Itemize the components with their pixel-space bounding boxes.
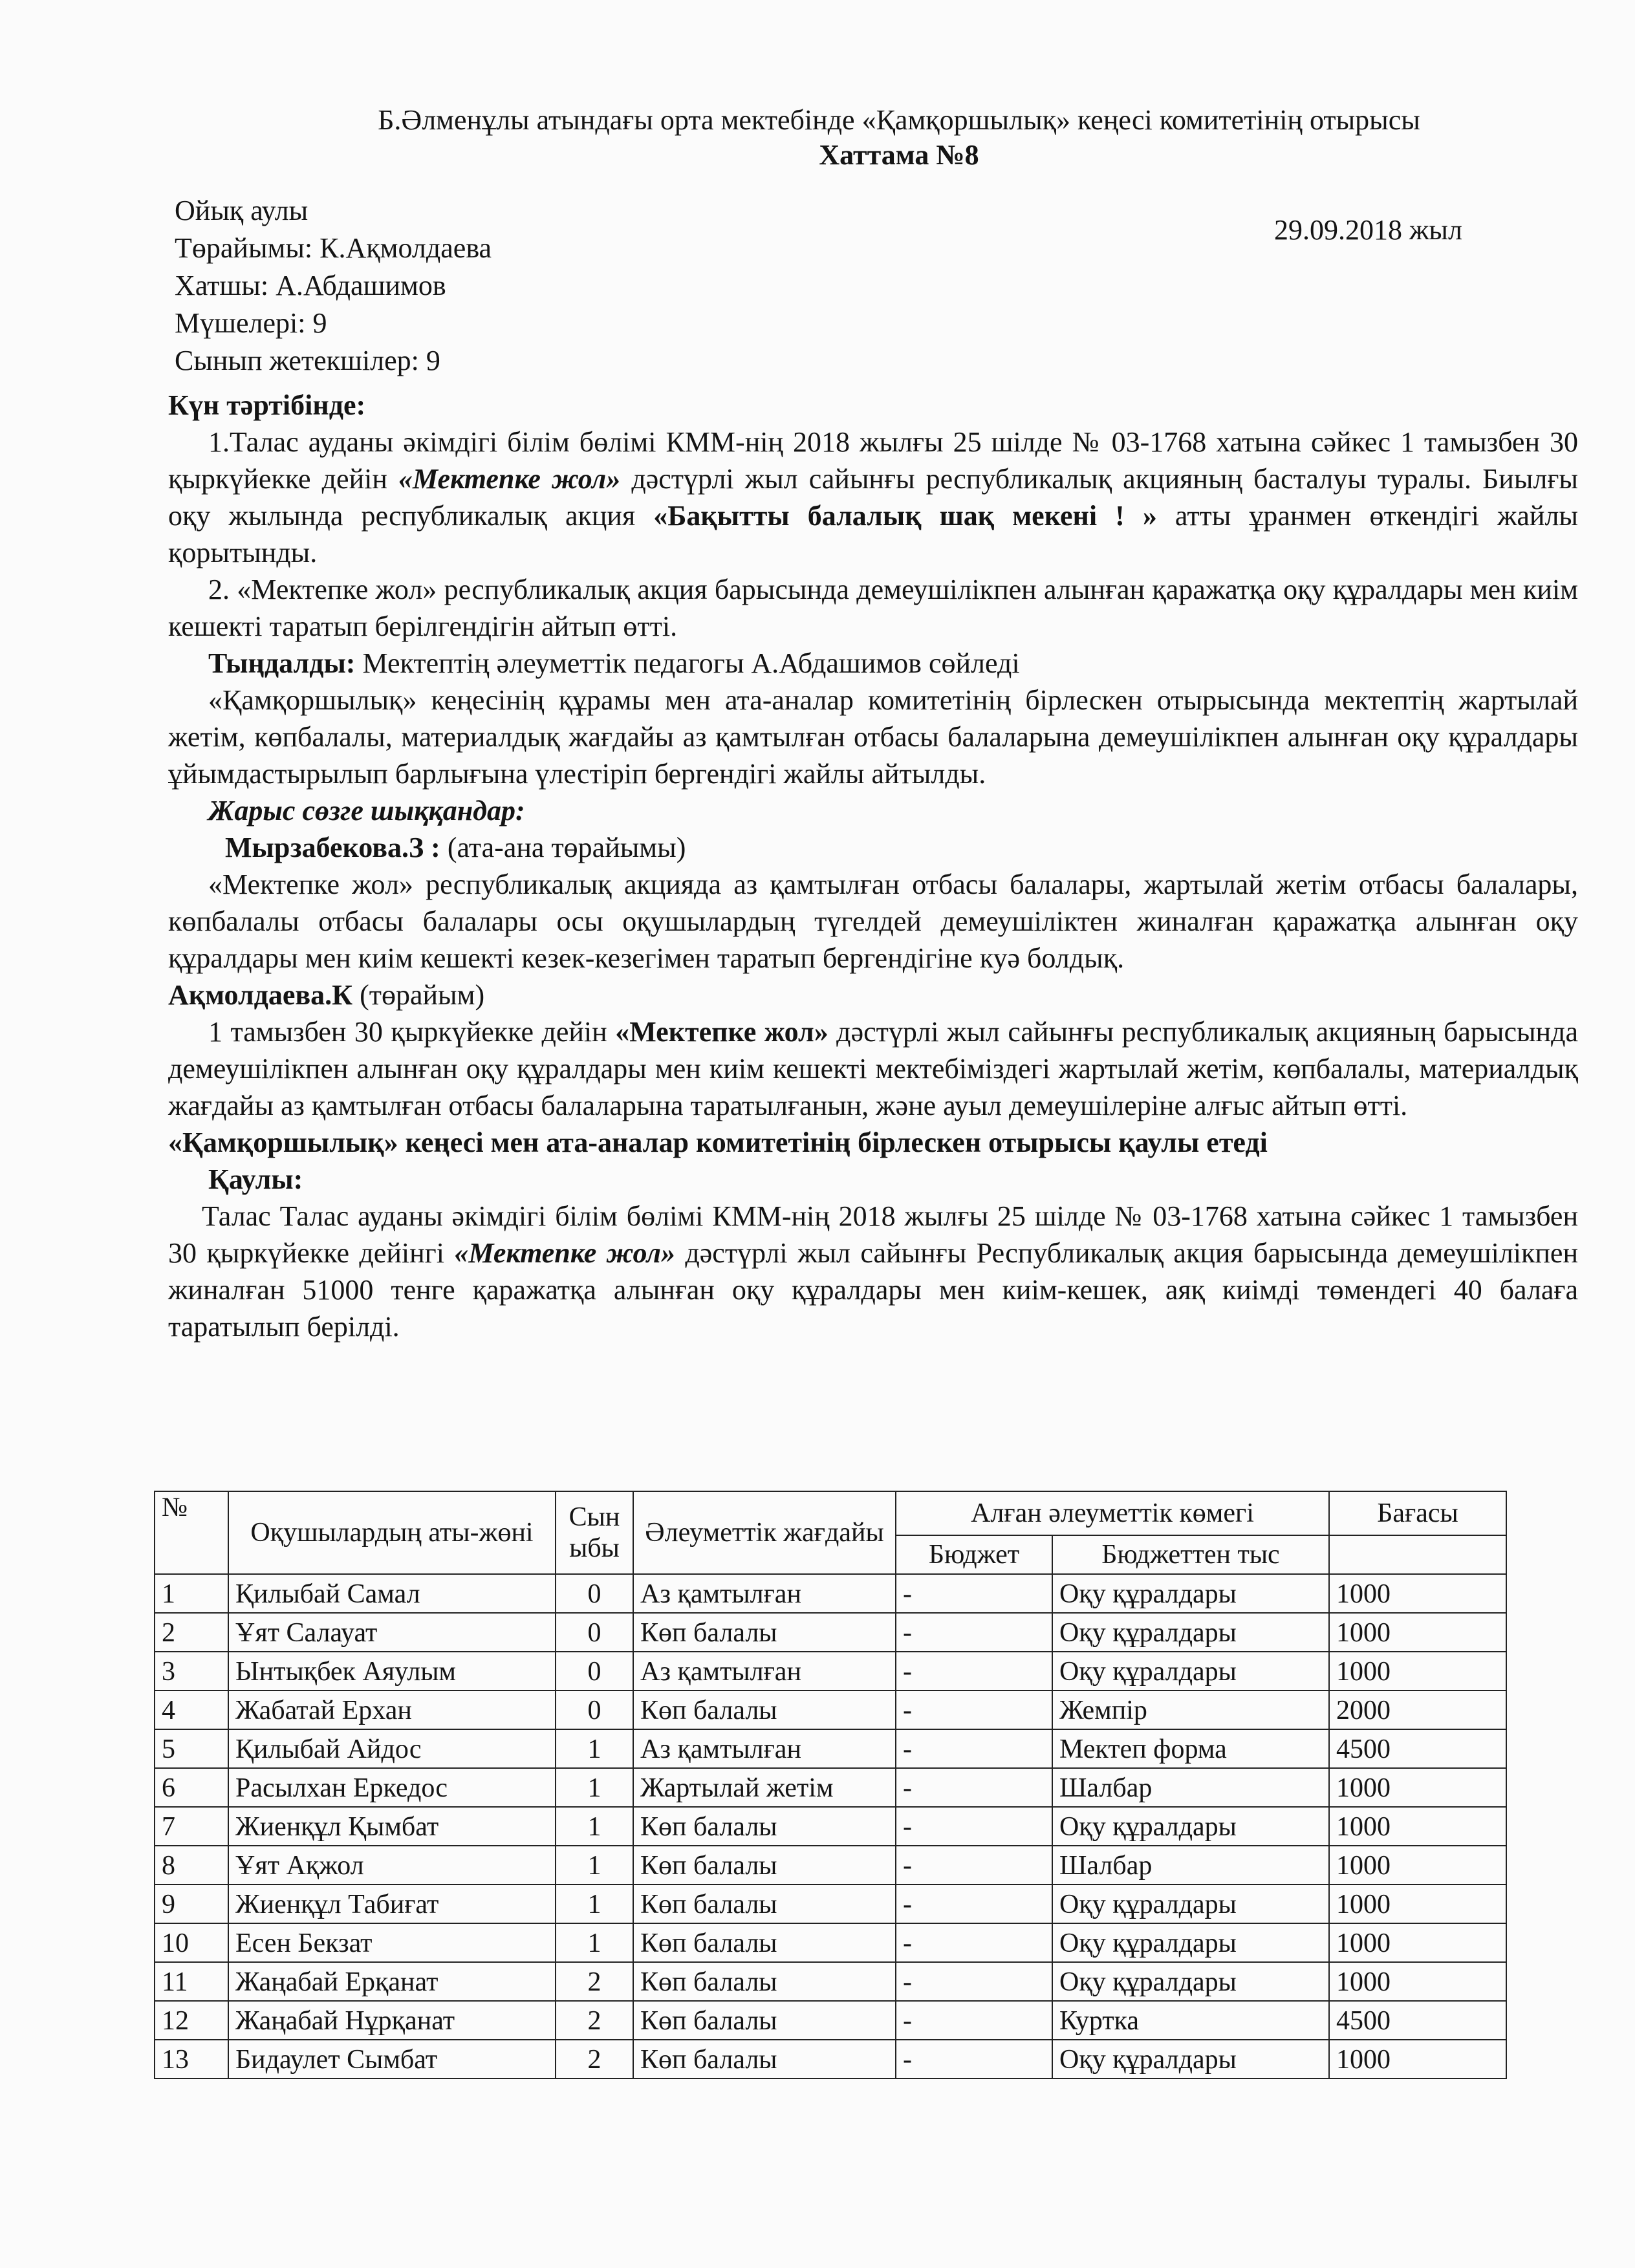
header-price: Бағасы bbox=[1329, 1491, 1506, 1535]
price-cell: 4500 bbox=[1329, 2001, 1506, 2040]
header-price-empty bbox=[1329, 1535, 1506, 1574]
table-row bbox=[155, 1574, 1506, 1613]
speakers-heading: Жарыс сөзге шыққандар: bbox=[208, 795, 525, 826]
price-cell: 1000 bbox=[1329, 1807, 1506, 1846]
speaker-2-line: Ақмолдаева.К (төрайым) bbox=[168, 979, 485, 1011]
social-status: Аз қамтылған bbox=[633, 1652, 896, 1690]
table-row bbox=[155, 1690, 1506, 1729]
class-number: 0 bbox=[556, 1690, 633, 1729]
social-status: Аз қамтылған bbox=[633, 1574, 896, 1613]
social-status: Көп балалы bbox=[633, 1885, 896, 1923]
class-number: 1 bbox=[556, 1807, 633, 1846]
row-number: 13 bbox=[155, 2040, 228, 2079]
class-number: 1 bbox=[556, 1923, 633, 1962]
document-body bbox=[168, 387, 1578, 1345]
class-number: 2 bbox=[556, 2001, 633, 2040]
decision-heading: «Қамқоршылық» кеңесі мен ата-аналар комитетінің бірлескен отырысы қаулы етеді bbox=[168, 1127, 1268, 1158]
extra-budget-item: Оқу құралдары bbox=[1052, 1923, 1329, 1962]
protocol-number: Хаттама №8 bbox=[819, 139, 979, 171]
agenda-heading: Күн тәртібінде: bbox=[168, 389, 366, 421]
price-cell: 1000 bbox=[1329, 1846, 1506, 1885]
student-name: Жабатай Ерхан bbox=[228, 1690, 556, 1729]
student-name: Расылхан Еркедос bbox=[228, 1768, 556, 1807]
price-cell: 1000 bbox=[1329, 1923, 1506, 1962]
extra-budget-item: Оқу құралдары bbox=[1052, 2040, 1329, 2079]
extra-budget-item: Оқу құралдары bbox=[1052, 1885, 1329, 1923]
budget-cell: - bbox=[896, 1962, 1052, 2001]
price-cell: 1000 bbox=[1329, 1613, 1506, 1652]
speaker-1-line: Мырзабекова.З : (ата-ана төрайымы) bbox=[225, 832, 686, 863]
table-row bbox=[155, 1846, 1506, 1885]
header-budget: Бюджет bbox=[896, 1535, 1052, 1574]
student-name: Бидаулет Сымбат bbox=[228, 2040, 556, 2079]
header-social: Әлеуметтік жағдайы bbox=[633, 1491, 896, 1574]
header-name: Оқушылардың аты-жөні bbox=[228, 1491, 556, 1574]
row-number: 6 bbox=[155, 1768, 228, 1807]
budget-cell: - bbox=[896, 1729, 1052, 1768]
budget-cell: - bbox=[896, 1885, 1052, 1923]
speaker-1-text: «Мектепке жол» республикалық акцияда аз қамтылған отбасы балалары, жартылай жетім отбасы балалары, көпбалалы отбасы балалары осы оқушылардың түгелдей демеушіліктен жиналған қаражатқа алынған оқу құралдары мен киім кешекті кезек-кезегімен таратып бергендігіне куә болдық. bbox=[168, 869, 1578, 974]
class-number: 1 bbox=[556, 1768, 633, 1807]
extra-budget-item: Оқу құралдары bbox=[1052, 1807, 1329, 1846]
social-status: Көп балалы bbox=[633, 2001, 896, 2040]
extra-budget-item: Шалбар bbox=[1052, 1768, 1329, 1807]
table-row bbox=[155, 1768, 1506, 1807]
price-cell: 1000 bbox=[1329, 1652, 1506, 1690]
student-name: Ұят Салауат bbox=[228, 1613, 556, 1652]
date: 29.09.2018 жыл bbox=[1274, 214, 1462, 246]
table-row bbox=[155, 1885, 1506, 1923]
social-status: Көп балалы bbox=[633, 1962, 896, 2001]
heard-paragraph: «Қамқоршылық» кеңесінің құрамы мен ата-аналар комитетінің бірлескен отырысында мектептің жартылай жетім, көпбалалы, материалдық жағдайы аз қамтылған отбасы балаларына демеушілікпен алынған оқу құралдары ұйымдастырылып барлығына үлестіріп бергендігі жайлы айтылды. bbox=[168, 684, 1578, 790]
row-number: 1 bbox=[155, 1574, 228, 1613]
agenda-item-1: 1.Талас ауданы әкімдігі білім бөлімі КММ-нің 2018 жылғы 25 шілде № 03-1768 хатына сәйкес 1 тамызбен 30 қыркүйекке дейін «Мектепке жол» дәстүрлі жыл сайынғы республикалық акцияның басталуы туралы. Биылғы оқу жылында республикалық акция «Бақытты балалық шақ мекені ! » атты ұранмен өткендігі жайлы қорытынды. bbox=[168, 426, 1578, 568]
decision-label: Қаулы: bbox=[208, 1163, 303, 1195]
budget-cell: - bbox=[896, 1613, 1052, 1652]
table-row bbox=[155, 2040, 1506, 2079]
class-number: 1 bbox=[556, 1885, 633, 1923]
heard-line: Тыңдалды: Мектептің әлеуметтік педагогы А.Абдашимов сөйледі bbox=[208, 647, 1020, 679]
extra-budget-item: Оқу құралдары bbox=[1052, 1574, 1329, 1613]
row-number: 3 bbox=[155, 1652, 228, 1690]
social-status: Көп балалы bbox=[633, 2040, 896, 2079]
class-teachers: Сынып жетекшілер: 9 bbox=[175, 345, 440, 376]
budget-cell: - bbox=[896, 2001, 1052, 2040]
student-name: Жаңабай Нұрқанат bbox=[228, 2001, 556, 2040]
extra-budget-item: Мектеп форма bbox=[1052, 1729, 1329, 1768]
village: Ойық аулы bbox=[175, 195, 309, 226]
student-name: Жаңабай Ерқанат bbox=[228, 1962, 556, 2001]
student-name: Жиенқұл Табиғат bbox=[228, 1885, 556, 1923]
table-row bbox=[155, 1652, 1506, 1690]
student-name: Ынтықбек Аяулым bbox=[228, 1652, 556, 1690]
table-row bbox=[155, 1923, 1506, 1962]
header-class: Сыныбы bbox=[556, 1491, 633, 1574]
budget-cell: - bbox=[896, 2040, 1052, 2079]
social-status: Көп балалы bbox=[633, 1613, 896, 1652]
class-number: 1 bbox=[556, 1846, 633, 1885]
row-number: 2 bbox=[155, 1613, 228, 1652]
table-row bbox=[155, 1613, 1506, 1652]
extra-budget-item: Оқу құралдары bbox=[1052, 1962, 1329, 2001]
budget-cell: - bbox=[896, 1768, 1052, 1807]
aid-table bbox=[154, 1491, 1507, 2079]
social-status: Жартылай жетім bbox=[633, 1768, 896, 1807]
budget-cell: - bbox=[896, 1807, 1052, 1846]
class-number: 1 bbox=[556, 1729, 633, 1768]
agenda-item-2: 2. «Мектепке жол» республикалық акция барысында демеушілікпен алынған қаражатқа оқу құралдары мен киім кешекті таратып берілгендігін айтып өтті. bbox=[168, 574, 1578, 642]
price-cell: 1000 bbox=[1329, 1768, 1506, 1807]
price-cell: 1000 bbox=[1329, 1962, 1506, 2001]
social-status: Көп балалы bbox=[633, 1807, 896, 1846]
row-number: 5 bbox=[155, 1729, 228, 1768]
student-name: Есен Бекзат bbox=[228, 1923, 556, 1962]
table-row bbox=[155, 2001, 1506, 2040]
price-cell: 4500 bbox=[1329, 1729, 1506, 1768]
members: Мүшелері: 9 bbox=[175, 307, 327, 339]
document-title: Б.Әлменұлы атындағы орта мектебінде «Қамқоршылық» кеңесі комитетінің отырысы bbox=[378, 104, 1420, 136]
class-number: 0 bbox=[556, 1652, 633, 1690]
secretary: Хатшы: А.Абдашимов bbox=[175, 270, 446, 301]
row-number: 7 bbox=[155, 1807, 228, 1846]
table-body bbox=[155, 1574, 1506, 2079]
student-name: Ұят Ақжол bbox=[228, 1846, 556, 1885]
extra-budget-item: Оқу құралдары bbox=[1052, 1652, 1329, 1690]
extra-budget-item: Оқу құралдары bbox=[1052, 1613, 1329, 1652]
budget-cell: - bbox=[896, 1574, 1052, 1613]
social-status: Көп балалы bbox=[633, 1846, 896, 1885]
table-row bbox=[155, 1962, 1506, 2001]
price-cell: 1000 bbox=[1329, 1885, 1506, 1923]
price-cell: 2000 bbox=[1329, 1690, 1506, 1729]
header-extra: Бюджеттен тыс bbox=[1052, 1535, 1329, 1574]
budget-cell: - bbox=[896, 1923, 1052, 1962]
row-number: 9 bbox=[155, 1885, 228, 1923]
class-number: 2 bbox=[556, 2040, 633, 2079]
class-number: 0 bbox=[556, 1574, 633, 1613]
row-number: 12 bbox=[155, 2001, 228, 2040]
budget-cell: - bbox=[896, 1690, 1052, 1729]
speaker-2-text: 1 тамызбен 30 қыркүйекке дейін «Мектепке жол» дәстүрлі жыл сайынғы республикалық акцияның барысында демеушілікпен алынған оқу құралдары мен киім кешекті мектебіміздегі жартылай жетім, көпбалалы, материалдық жағдайы аз қамтылған отбасы балаларына таратылғанын, және ауыл демеушілеріне алғыс айтып өтті. bbox=[168, 1016, 1579, 1121]
social-status: Аз қамтылған bbox=[633, 1729, 896, 1768]
price-cell: 1000 bbox=[1329, 1574, 1506, 1613]
student-name: Қилыбай Самал bbox=[228, 1574, 556, 1613]
row-number: 4 bbox=[155, 1690, 228, 1729]
header-num: № bbox=[155, 1491, 228, 1574]
student-name: Жиенқұл Қымбат bbox=[228, 1807, 556, 1846]
price-cell: 1000 bbox=[1329, 2040, 1506, 2079]
row-number: 8 bbox=[155, 1846, 228, 1885]
budget-cell: - bbox=[896, 1652, 1052, 1690]
extra-budget-item: Куртка bbox=[1052, 2001, 1329, 2040]
table-row bbox=[155, 1729, 1506, 1768]
chair: Төрайымы: К.Ақмолдаева bbox=[175, 232, 492, 264]
decision-text: Талас Талас ауданы әкімдігі білім бөлімі КММ-нің 2018 жылғы 25 шілде № 03-1768 хатына сәйкес 1 тамызбен 30 қыркүйекке дейінгі «Мектепке жол» дәстүрлі жыл сайынғы Республикалық акция барысында демеушілікпен жиналған 51000 тенге қаражатқа алынған оқу құралдары мен киім-кешек, аяқ киімді төмендегі 40 балаға таратылып берілді. bbox=[168, 1200, 1579, 1343]
extra-budget-item: Жемпір bbox=[1052, 1690, 1329, 1729]
row-number: 10 bbox=[155, 1923, 228, 1962]
student-name: Қилыбай Айдос bbox=[228, 1729, 556, 1768]
social-status: Көп балалы bbox=[633, 1923, 896, 1962]
social-status: Көп балалы bbox=[633, 1690, 896, 1729]
header-aid: Алған әлеуметтік көмегі bbox=[896, 1491, 1329, 1535]
budget-cell: - bbox=[896, 1846, 1052, 1885]
class-number: 0 bbox=[556, 1613, 633, 1652]
row-number: 11 bbox=[155, 1962, 228, 2001]
extra-budget-item: Шалбар bbox=[1052, 1846, 1329, 1885]
table-row bbox=[155, 1807, 1506, 1846]
class-number: 2 bbox=[556, 1962, 633, 2001]
